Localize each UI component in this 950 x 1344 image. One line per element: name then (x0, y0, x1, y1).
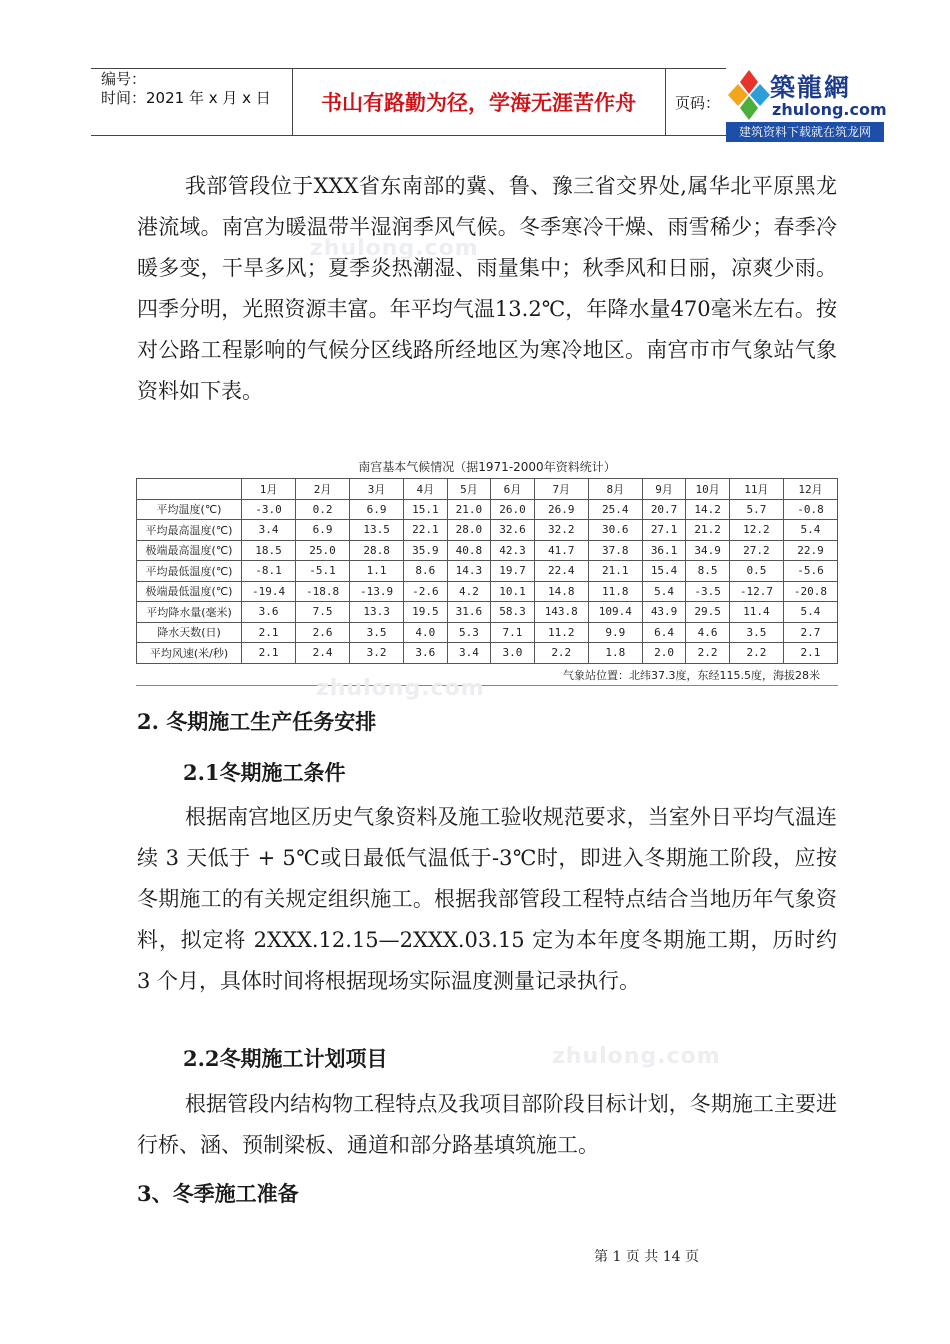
table-cell: 29.5 (686, 602, 730, 623)
month-header: 1月 (242, 479, 296, 500)
table-cell: 30.6 (588, 520, 642, 541)
row-label: 平均温度(℃) (137, 499, 242, 520)
watermark: zhulong.com (552, 1044, 721, 1069)
table-cell: -18.8 (296, 581, 350, 602)
station-note: 气象站位置：北纬37.3度，东经115.5度，海拔28米 (563, 669, 820, 682)
table-cell: 28.0 (447, 520, 491, 541)
table-cell: 28.8 (350, 540, 404, 561)
table-cell: 27.2 (729, 540, 783, 561)
table-cell: 43.9 (642, 602, 686, 623)
logo-mark-icon (726, 68, 772, 122)
table-cell: 21.1 (588, 561, 642, 582)
table-cell: 3.5 (729, 622, 783, 643)
table-cell: 26.0 (491, 499, 535, 520)
table-cell: 1.1 (350, 561, 404, 582)
table-cell: 22.9 (783, 540, 837, 561)
climate-table (136, 478, 838, 664)
table-cell: 8.6 (404, 561, 448, 582)
watermark: zhulong.com (310, 236, 479, 261)
table-cell: 12.2 (729, 520, 783, 541)
table-cell: -5.6 (783, 561, 837, 582)
table-cell: 2.2 (686, 643, 730, 664)
table-cell: 32.2 (534, 520, 588, 541)
row-label: 平均最低温度(℃) (137, 561, 242, 582)
table-cell: 5.3 (447, 622, 491, 643)
table-cell: 41.7 (534, 540, 588, 561)
section-2-2-paragraph: 根据管段内结构物工程特点及我项目部阶段目标计划，冬期施工主要进行桥、涵、预制梁板、通道和部分路基填筑施工。 (137, 1092, 837, 1157)
table-cell: -5.1 (296, 561, 350, 582)
time-label: 时间：2021 年 x 月 x 日 (101, 89, 271, 107)
table-cell: 20.7 (642, 499, 686, 520)
row-label: 极端最高温度(℃) (137, 540, 242, 561)
table-cell: 2.1 (242, 622, 296, 643)
table-cell: 11.2 (534, 622, 588, 643)
table-cell: 6.4 (642, 622, 686, 643)
row-label: 平均最高温度(℃) (137, 520, 242, 541)
table-cell: 13.5 (350, 520, 404, 541)
row-label: 极端最低温度(℃) (137, 581, 242, 602)
table-cell: 3.6 (404, 643, 448, 664)
table-cell: 2.4 (296, 643, 350, 664)
table-cell: 31.6 (447, 602, 491, 623)
table-cell: 4.0 (404, 622, 448, 643)
table-cell: 19.5 (404, 602, 448, 623)
table-cell: 8.5 (686, 561, 730, 582)
page-number-label: 页码： (675, 94, 721, 112)
table-row (137, 520, 838, 541)
table-cell: 14.8 (534, 581, 588, 602)
month-header: 10月 (686, 479, 730, 500)
table-cell: 14.3 (447, 561, 491, 582)
section-2-2-heading: 2.2冬期施工计划项目 (183, 1046, 388, 1071)
table-cell: -19.4 (242, 581, 296, 602)
table-cell: 37.8 (588, 540, 642, 561)
table-cell: 4.2 (447, 581, 491, 602)
row-label: 平均降水量(毫米) (137, 602, 242, 623)
section-2-1-heading: 2.1冬期施工条件 (183, 760, 346, 785)
month-header: 6月 (491, 479, 535, 500)
table-corner-cell (137, 479, 242, 500)
logo-domain: zhulong.com (772, 100, 887, 119)
table-cell: 2.7 (783, 622, 837, 643)
month-header: 7月 (534, 479, 588, 500)
table-cell: 58.3 (491, 602, 535, 623)
month-header: 11月 (729, 479, 783, 500)
table-cell: 143.8 (534, 602, 588, 623)
table-cell: 5.4 (783, 520, 837, 541)
table-cell: 22.1 (404, 520, 448, 541)
table-cell: 7.1 (491, 622, 535, 643)
table-cell: 4.6 (686, 622, 730, 643)
table-cell: 6.9 (350, 499, 404, 520)
table-cell: 25.0 (296, 540, 350, 561)
zhulong-logo (726, 66, 887, 144)
table-cell: 2.2 (729, 643, 783, 664)
table-cell: 27.1 (642, 520, 686, 541)
table-cell: 2.6 (296, 622, 350, 643)
table-cell: 2.1 (242, 643, 296, 664)
logo-chinese-name: 築龍網 (770, 73, 852, 102)
table-cell: 19.7 (491, 561, 535, 582)
section-2-1-paragraph: 根据南宫地区历史气象资料及施工验收规范要求，当室外日平均气温连续 3 天低于 + 5℃或日最低气温低于-3℃时，即进入冬期施工阶段，应按冬期施工的有关规定组织施工。根据我部管段工程特点结合当地历年气象资料，拟定将 2XXX.12.15—2XXX.03.15 定为本年度冬期施工期，历时约 3 个月，具体时间将根据现场实际温度测量记录执行。 (137, 805, 837, 993)
page-footer: 第 1 页 共 14 页 (594, 1249, 699, 1265)
climate-table-figure (136, 457, 838, 688)
table-cell: 3.4 (447, 643, 491, 664)
table-cell: 2.0 (642, 643, 686, 664)
section-2-heading: 2. 冬期施工生产任务安排 (137, 709, 377, 734)
table-cell: 22.4 (534, 561, 588, 582)
table-cell: -20.8 (783, 581, 837, 602)
table-cell: 11.4 (729, 602, 783, 623)
table-cell: 15.4 (642, 561, 686, 582)
table-cell: -12.7 (729, 581, 783, 602)
watermark: zhulong.com (316, 676, 485, 701)
table-header-row (137, 479, 838, 500)
table-cell: 10.1 (491, 581, 535, 602)
logo-slogan: 建筑资料下载就在筑龙网 (726, 122, 884, 142)
climate-table-body (137, 499, 838, 663)
table-row (137, 581, 838, 602)
climate-table-title: 南宫基本气候情况（据1971-2000年资料统计） (358, 460, 616, 474)
table-cell: -0.8 (783, 499, 837, 520)
table-cell: 0.5 (729, 561, 783, 582)
month-header: 5月 (447, 479, 491, 500)
table-bottom-rule (136, 685, 838, 686)
table-cell: 25.4 (588, 499, 642, 520)
table-cell: 0.2 (296, 499, 350, 520)
table-cell: -8.1 (242, 561, 296, 582)
table-row (137, 499, 838, 520)
table-cell: 9.9 (588, 622, 642, 643)
table-cell: 35.9 (404, 540, 448, 561)
table-cell: 36.1 (642, 540, 686, 561)
section-3-heading: 3、冬季施工准备 (137, 1181, 299, 1206)
header-divider (665, 68, 666, 136)
table-cell: 26.9 (534, 499, 588, 520)
table-cell: -13.9 (350, 581, 404, 602)
table-cell: 6.9 (296, 520, 350, 541)
table-cell: 42.3 (491, 540, 535, 561)
table-cell: -3.0 (242, 499, 296, 520)
table-cell: 3.4 (242, 520, 296, 541)
table-cell: 34.9 (686, 540, 730, 561)
table-cell: -2.6 (404, 581, 448, 602)
table-cell: 21.2 (686, 520, 730, 541)
month-header: 12月 (783, 479, 837, 500)
table-cell: 5.7 (729, 499, 783, 520)
table-cell: 40.8 (447, 540, 491, 561)
table-cell: 3.2 (350, 643, 404, 664)
month-header: 8月 (588, 479, 642, 500)
table-cell: 21.0 (447, 499, 491, 520)
table-cell: 5.4 (642, 581, 686, 602)
month-header: 2月 (296, 479, 350, 500)
table-cell: 7.5 (296, 602, 350, 623)
table-cell: 5.4 (783, 602, 837, 623)
table-cell: 14.2 (686, 499, 730, 520)
month-header: 3月 (350, 479, 404, 500)
intro-paragraph: 我部管段位于XXX省东南部的冀、鲁、豫三省交界处,属华北平原黑龙港流域。南宫为暖温带半湿润季风气候。冬季寒冷干燥、雨雪稀少；春季冷暖多变，干旱多风；夏季炎热潮湿、雨量集中；秋季风和日丽，凉爽少雨。四季分明，光照资源丰富。年平均气温13.2℃，年降水量470毫米左右。按对公路工程影响的气候分区线路所经地区为寒冷地区。南宫市市气象站气象资料如下表。 (137, 174, 837, 403)
table-row (137, 643, 838, 664)
table-row (137, 602, 838, 623)
table-cell: -3.5 (686, 581, 730, 602)
header-motto: 书山有路勤为径，学海无涯苦作舟 (321, 91, 636, 115)
month-header: 9月 (642, 479, 686, 500)
table-cell: 11.8 (588, 581, 642, 602)
table-cell: 32.6 (491, 520, 535, 541)
header-meta (101, 70, 271, 108)
number-label: 编号： (101, 70, 147, 88)
table-row (137, 622, 838, 643)
table-cell: 109.4 (588, 602, 642, 623)
row-label: 降水天数(日) (137, 622, 242, 643)
table-cell: 15.1 (404, 499, 448, 520)
table-cell: 2.2 (534, 643, 588, 664)
table-cell: 3.6 (242, 602, 296, 623)
table-cell: 3.0 (491, 643, 535, 664)
table-row (137, 561, 838, 582)
row-label: 平均风速(米/秒) (137, 643, 242, 664)
table-cell: 3.5 (350, 622, 404, 643)
table-cell: 1.8 (588, 643, 642, 664)
month-header: 4月 (404, 479, 448, 500)
table-cell: 2.1 (783, 643, 837, 664)
table-cell: 13.3 (350, 602, 404, 623)
table-cell: 18.5 (242, 540, 296, 561)
table-row (137, 540, 838, 561)
